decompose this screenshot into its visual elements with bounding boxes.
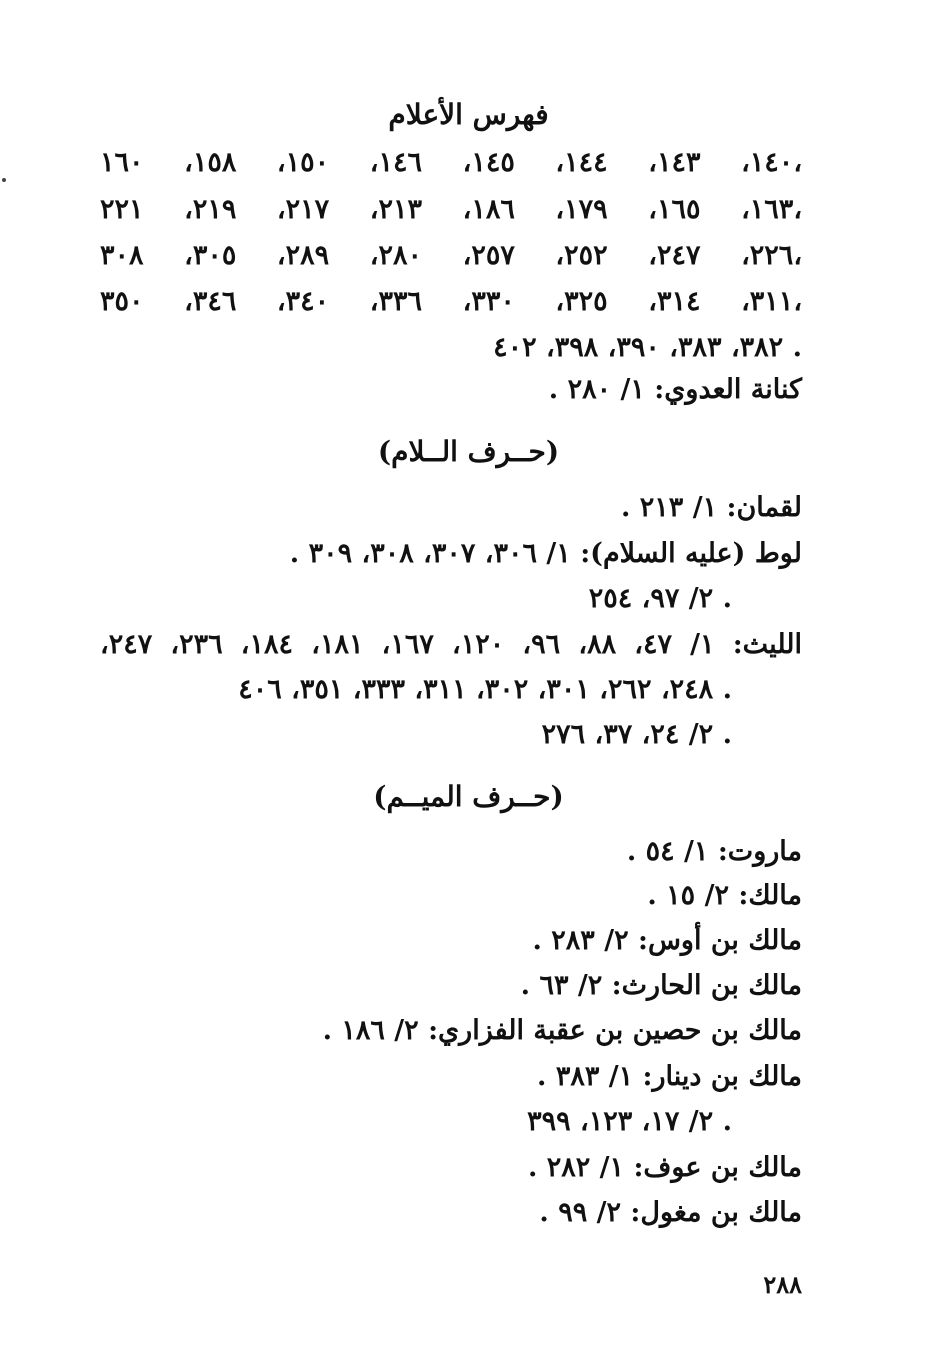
page-number: ٢٨٨ [763, 1270, 802, 1299]
index-line: ٣٨٢، ٣٨٣، ٣٩٠، ٣٩٨، ٤٠٢ . [493, 332, 802, 363]
index-entry-continuation: ٢٤٨، ٢٦٢، ٣٠١، ٣٠٢، ٣١١، ٣٣٣، ٣٥١، ٤٠٦ . [238, 674, 732, 705]
index-entry: مالك بن مغول: ٢/ ٩٩ . [539, 1197, 802, 1228]
index-entry: لوط (عليه السلام): ١/ ٣٠٦، ٣٠٧، ٣٠٨، ٣٠٩ . [289, 538, 802, 569]
index-entry: مالك بن أوس: ٢/ ٢٨٣ . [532, 925, 802, 956]
index-line: ٢٢٦، ٢٤٧، ٢٥٢، ٢٥٧، ٢٨٠، ٢٨٩، ٣٠٥، ٣٠٨، [100, 240, 803, 271]
index-line: ٣١١، ٣١٤، ٣٢٥، ٣٣٠، ٣٣٦، ٣٤٠، ٣٤٦، ٣٥٠، [100, 286, 803, 317]
index-entry: مالك بن عوف: ١/ ٢٨٢ . [527, 1152, 802, 1183]
index-entry-continuation: ٢/ ١٧، ١٢٣، ٣٩٩ . [527, 1106, 732, 1137]
index-line: ١٤٠، ١٤٣، ١٤٤، ١٤٥، ١٤٦، ١٥٠، ١٥٨، ١٦٠، [100, 147, 803, 178]
index-entry: مالك بن الحارث: ٢/ ٦٣ . [520, 970, 802, 1001]
index-entry: مالك: ٢/ ١٥ . [647, 880, 802, 911]
index-entry: كنانة العدوي: ١/ ٢٨٠ . [548, 374, 802, 405]
index-entry: لقمان: ١/ ٢١٣ . [620, 492, 802, 523]
section-heading-lam: (حــرف الــلام) [377, 435, 560, 468]
running-head: فهرس الأعلام [388, 98, 549, 131]
index-line: ١٦٣، ١٦٥، ١٧٩، ١٨٦، ٢١٣، ٢١٧، ٢١٩، ٢٢١، [100, 194, 803, 225]
index-entry-continuation: ٢/ ٩٧، ٢٥٤ . [588, 583, 732, 614]
index-entry: مالك بن دينار: ١/ ٣٨٣ . [537, 1061, 802, 1092]
index-entry: الليث: ١/ ٤٧، ٨٨، ٩٦، ١٢٠، ١٦٧، ١٨١، ١٨٤، ٢٣٦، ٢٤٧، [100, 629, 802, 660]
section-heading-mim: (حــرف الميــم) [373, 780, 564, 813]
index-entry: ماروت: ١/ ٥٤ . [626, 836, 802, 867]
index-entry: مالك بن حصين بن عقبة الفزاري: ٢/ ١٨٦ . [322, 1015, 802, 1046]
index-entry-continuation: ٢/ ٢٤، ٣٧، ٢٧٦ . [541, 719, 732, 750]
scan-speck [2, 178, 6, 182]
